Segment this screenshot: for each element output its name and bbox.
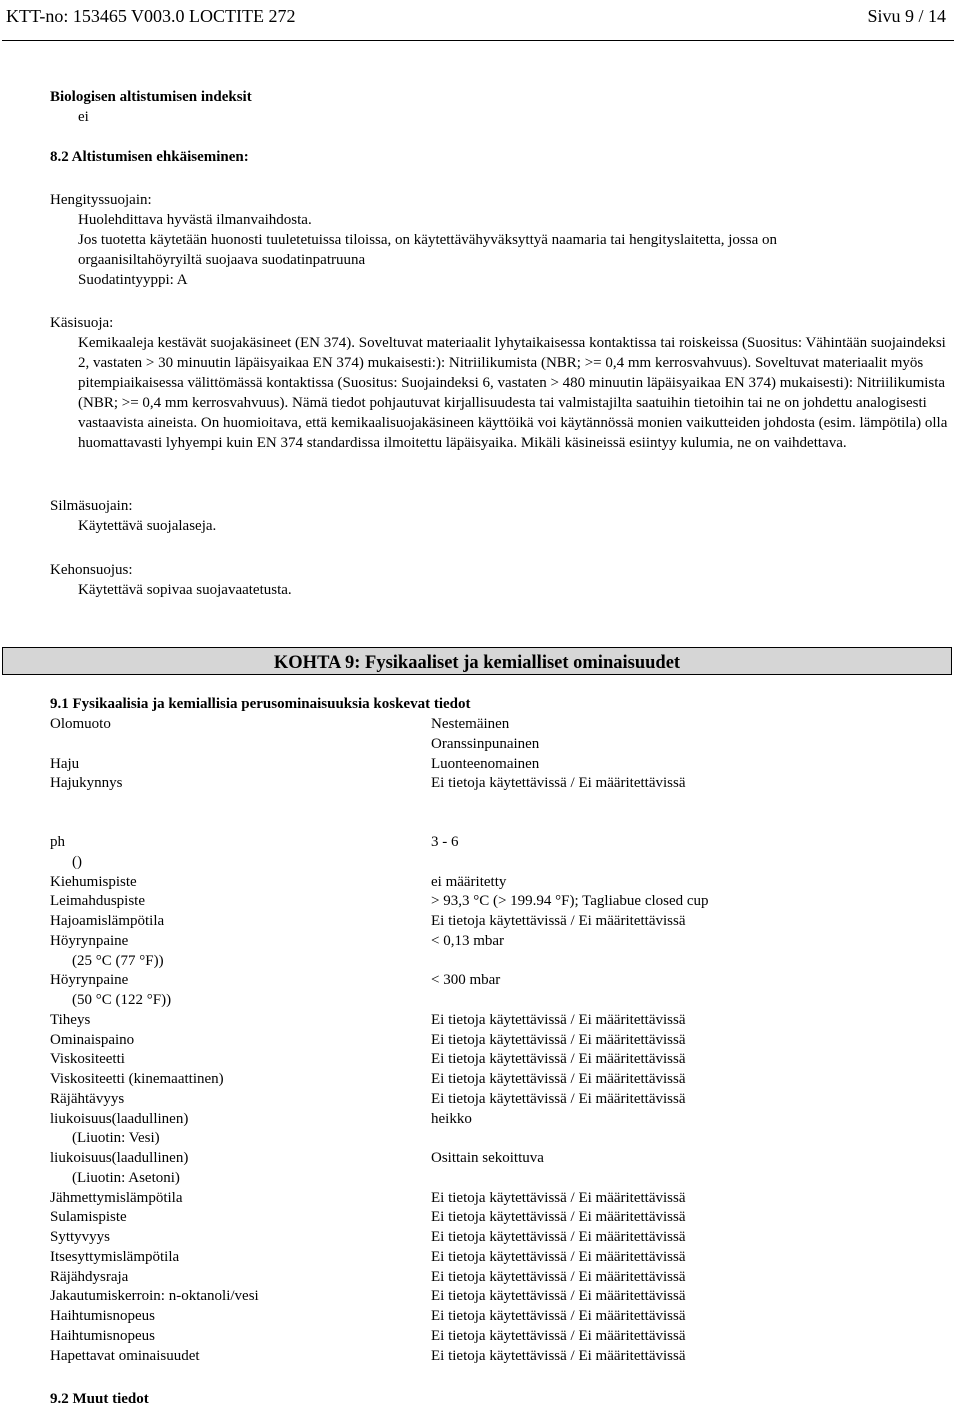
eye-protection-label: Silmäsuojain: xyxy=(50,498,133,514)
property-value: Osittain sekoittuva xyxy=(431,1150,544,1166)
body-protection-label: Kehonsuojus: xyxy=(50,562,133,578)
respiratory-line: Huolehdittava hyvästä ilmanvaihdosta. xyxy=(78,212,312,228)
body-protection-text: Käytettävä sopivaa suojavaatetusta. xyxy=(78,582,292,598)
property-label: Olomuoto xyxy=(50,716,111,732)
property-value: Ei tietoja käytettävissä / Ei määritettävissä xyxy=(431,1011,686,1028)
property-value: Ei tietoja käytettävissä / Ei määritettävissä xyxy=(431,1248,686,1265)
property-value: Ei tietoja käytettävissä / Ei määritettävissä xyxy=(431,1327,686,1344)
property-label: ph xyxy=(50,834,65,850)
page-header xyxy=(6,4,946,28)
property-value: heikko xyxy=(431,1110,472,1127)
property-label: Höyrynpaine xyxy=(50,932,129,949)
property-value: Ei tietoja käytettävissä / Ei määritettävissä xyxy=(431,1229,686,1245)
property-value: Ei tietoja käytettävissä / Ei määritettävissä xyxy=(431,1051,686,1068)
property-value: Ei tietoja käytettävissä / Ei määritettävissä xyxy=(431,1071,686,1087)
respiratory-line: Jos tuotetta käytetään huonosti tuuletetuissa tiloissa, on käytettävähyväksyttyä naamaria tai hengityslaitetta, jossa on xyxy=(78,232,778,248)
hand-protection-text: Kemikaaleja kestävät suojakäsineet (EN 374). Soveltuvat materiaalit lyhytaikaisessa kontaktissa tai roiskeissa (Suositus: Vähintään suojaindeksi 2, vastaten > 30 minuutin läpäisyaikaa EN 374) mukaisesti:): Nitriilikumista (NBR; >= 0,4 mm kerrosvahvuus). Soveltuvat materiaalit myös pitempiaikaisessa välittömässä kontaktissa (Suositus: Suojaindeksi 6, vastaten > 480 minuutin läpäisyaikaa EN 374) mukaisesti): Nitriilikumista (NBR; >= 0,4 mm kerrosvahvuus). Nämä tiedot pohjautuvat kirjallisuudesta tai valmistajilta saatuihin tietoihin tai ne on johdettu analogisesti vastaavista aineista. On huomioitava, että kemikaalisuojakäsineen käyttöikä voi käytännössä monien vaikutteiden johdosta (esim. lämpötila) olla huomattavasti lyhyempi kuin EN 374 standardissa ilmoitettu läpäisyaika. Mikäli käsineissä esiintyy kulumia, ne on vaihdettava. xyxy=(78,335,948,451)
property-value: ei määritetty xyxy=(431,873,507,890)
property-label: Sulamispiste xyxy=(50,1209,127,1226)
property-value: < 0,13 mbar xyxy=(431,932,505,949)
section-9-title: KOHTA 9: Fysikaaliset ja kemialliset ominaisuudet xyxy=(273,653,681,673)
respiratory-line: orgaanisiltahöyryiltä suojaava suodatinpatruuna xyxy=(78,252,366,268)
property-label: Viskositeetti (kinemaattinen) xyxy=(50,1071,224,1087)
document-id: KTT-no: 153465 V003.0 LOCTITE 272 xyxy=(6,6,296,26)
property-value: Ei tietoja käytettävissä / Ei määritettävissä xyxy=(431,1189,686,1206)
respiratory-label: Hengityssuojain: xyxy=(50,192,152,208)
property-value: Ei tietoja käytettävissä / Ei määritettävissä xyxy=(431,1268,686,1285)
property-label: Hajoamislämpötila xyxy=(50,913,165,929)
property-label: Haihtumisnopeus xyxy=(50,1327,155,1344)
property-value: > 93,3 °C (> 199.94 °F); Tagliabue closed cup xyxy=(431,893,709,910)
property-label: (Liuotin: Asetoni) xyxy=(72,1169,180,1186)
bio-index-value: ei xyxy=(78,109,89,125)
property-label: Höyrynpaine xyxy=(50,972,129,989)
property-value: Ei tietoja käytettävissä / Ei määritettävissä xyxy=(431,1031,686,1048)
property-value: Ei tietoja käytettävissä / Ei määritettävissä xyxy=(431,1308,686,1324)
property-value: Ei tietoja käytettävissä / Ei määritettävissä xyxy=(431,775,686,792)
property-label: (50 °C (122 °F)) xyxy=(72,992,172,1008)
property-value: 3 - 6 xyxy=(431,834,459,850)
property-label: Viskositeetti xyxy=(50,1051,125,1068)
property-label: Leimahduspiste xyxy=(50,893,145,910)
section-8-2-title: 8.2 Altistumisen ehkäiseminen: xyxy=(50,149,249,165)
property-label: Räjähtävyys xyxy=(50,1090,125,1107)
property-label: Kiehumispiste xyxy=(50,873,137,890)
property-label: Haihtumisnopeus xyxy=(50,1308,155,1324)
property-label: Tiheys xyxy=(50,1011,91,1028)
property-value: Ei tietoja käytettävissä / Ei määritettävissä xyxy=(431,1288,686,1305)
property-label: Ominaispaino xyxy=(50,1031,135,1048)
property-label: liukoisuus(laadullinen) xyxy=(50,1150,189,1166)
property-value: Ei tietoja käytettävissä / Ei määritettävissä xyxy=(431,1209,686,1226)
property-label: Itsesyttymislämpötila xyxy=(50,1248,180,1265)
property-label: Hajukynnys xyxy=(50,775,123,792)
property-label: (Liuotin: Vesi) xyxy=(72,1130,160,1147)
property-label: () xyxy=(72,853,82,870)
property-value: Ei tietoja käytettävissä / Ei määritettävissä xyxy=(431,913,686,929)
hand-protection-label: Käsisuoja: xyxy=(50,315,114,331)
property-label: Syttyvyys xyxy=(50,1229,111,1245)
section-9-1-title: 9.1 Fysikaalisia ja kemiallisia perusominaisuuksia koskevat tiedot xyxy=(50,696,471,712)
property-value: Ei tietoja käytettävissä / Ei määritettävissä xyxy=(431,1090,686,1107)
property-value: < 300 mbar xyxy=(431,972,501,989)
property-value: Oranssinpunainen xyxy=(431,735,540,752)
header-divider xyxy=(2,40,954,41)
property-value: Luonteenomainen xyxy=(431,755,540,772)
page-number: Sivu 9 / 14 xyxy=(867,6,946,26)
property-label: Jakautumiskerroin: n-oktanoli/vesi xyxy=(50,1288,259,1305)
property-label: Haju xyxy=(50,755,80,772)
respiratory-line: Suodatintyyppi: A xyxy=(78,272,188,288)
property-label: Hapettavat ominaisuudet xyxy=(50,1347,200,1364)
property-label: (25 °C (77 °F)) xyxy=(72,952,164,969)
section-9-heading-band xyxy=(2,647,952,675)
section-9-2-title: 9.2 Muut tiedot xyxy=(50,1391,149,1407)
property-value: Ei tietoja käytettävissä / Ei määritettävissä xyxy=(431,1347,686,1364)
property-label: liukoisuus(laadullinen) xyxy=(50,1110,189,1127)
bio-index-title: Biologisen altistumisen indeksit xyxy=(50,89,252,105)
property-label: Räjähdysraja xyxy=(50,1268,129,1285)
property-value: Nestemäinen xyxy=(431,716,510,732)
property-label: Jähmettymislämpötila xyxy=(50,1189,183,1206)
eye-protection-text: Käytettävä suojalaseja. xyxy=(78,518,217,534)
